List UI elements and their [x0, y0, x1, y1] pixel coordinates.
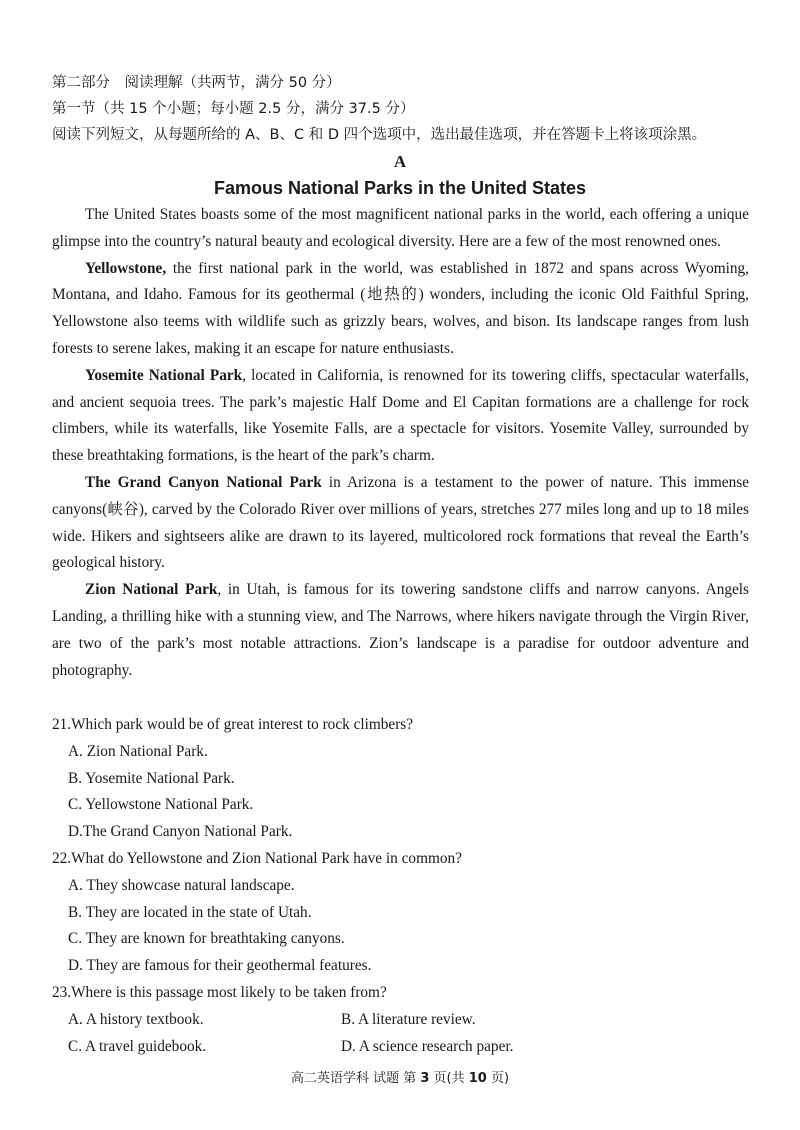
- question-22-option-a[interactable]: A. They showcase natural landscape.: [68, 876, 295, 894]
- passage-intro: The United States boasts some of the most magnificent national parks in the world, each offering a unique glimpse into the country’s natural beauty and ecological diversity. Here are a few of the most renowned ones.: [52, 206, 749, 250]
- question-list: [52, 712, 749, 1060]
- passage-body: [52, 202, 749, 684]
- question-22-option-c[interactable]: C. They are known for breathtaking canyons.: [68, 930, 345, 948]
- paragraph-grand-canyon: [52, 470, 749, 577]
- question-22-option-b[interactable]: B. They are located in the state of Utah.: [68, 903, 312, 921]
- instructions: 阅读下列短文，从每题所给的 A、B、C 和 D 四个选项中，选出最佳选项，并在答题卡上将该项涂黑。: [52, 127, 707, 143]
- question-23-option-c[interactable]: C. A travel guidebook.: [68, 1037, 207, 1055]
- park-name: Yosemite National Park: [85, 366, 243, 384]
- page-footer: [0, 1070, 800, 1088]
- paragraph-zion: [52, 577, 749, 684]
- question-21-option-d[interactable]: D.The Grand Canyon National Park.: [68, 823, 293, 841]
- question-23-option-b[interactable]: B. A literature review.: [341, 1010, 476, 1028]
- question-21-stem: 21.Which park would be of great interest to rock climbers?: [52, 716, 414, 733]
- question-22-option-d[interactable]: D. They are famous for their geothermal features.: [68, 957, 372, 975]
- question-21-option-b[interactable]: B. Yosemite National Park.: [68, 769, 235, 787]
- section-heading: 第一节（共 15 个小题；每小题 2.5 分，满分 37.5 分）: [52, 101, 415, 117]
- question-21-option-a[interactable]: A. Zion National Park.: [68, 742, 208, 760]
- question-23-options-row-2: [52, 1034, 749, 1061]
- park-name: The Grand Canyon National Park: [85, 473, 322, 491]
- paragraph-text: the first national park in the world, was established in 1872 and spans across Wyoming, Montana, and Idaho. Famous for its geothermal (地热的) wonders, including the iconic Old Faithful Spring, Yellowstone also teems with wildlife such as grizzly bears, wolves, and bison. Its landscape ranges from lush forests to serene lakes, making it an escape for nature enthusiasts.: [52, 259, 749, 357]
- park-name: Yellowstone,: [85, 259, 167, 277]
- question-21-option-c[interactable]: C. Yellowstone National Park.: [68, 796, 254, 814]
- page-number: 3: [420, 1071, 430, 1086]
- passage-letter: A: [393, 152, 407, 171]
- page-total: 10: [468, 1071, 487, 1086]
- question-22-stem: 22.What do Yellowstone and Zion National Park have in common?: [52, 849, 462, 867]
- footer-mid: 页(共: [429, 1071, 469, 1086]
- park-name: Zion National Park: [85, 581, 218, 599]
- paragraph-text: , in Utah, is famous for its towering sandstone cliffs and narrow canyons. Angels Landing, a thrilling hike with a stunning view, and The Narrows, where hikers navigate through the Virgin River, are two of the park’s most notable attractions. Zion’s landscape is a paradise for outdoor adventure and photography.: [52, 581, 749, 679]
- question-23-options-row-1: [52, 1007, 749, 1034]
- question-23-option-a[interactable]: A. A history textbook.: [68, 1010, 204, 1028]
- footer-suffix: 页): [486, 1071, 510, 1086]
- paragraph-yellowstone: [52, 256, 749, 363]
- part-heading: 第二部分 阅读理解（共两节，满分 50 分）: [52, 75, 341, 91]
- paragraph-text: in Arizona is a testament to the power of nature. This immense canyons(峡谷), carved by the Colorado River over millions of years, stretches 277 miles long and up to 18 miles wide. Hikers and sightseers alike are drawn to its layered, multicolored rock formations that reveal the Earth’s geological history.: [52, 473, 749, 572]
- footer-prefix: 高二英语学科 试题 第: [290, 1071, 421, 1086]
- question-23-stem: 23.Where is this passage most likely to be taken from?: [52, 983, 387, 1001]
- paragraph-yosemite: [52, 363, 749, 470]
- paragraph-text: , located in California, is renowned for its towering cliffs, spectacular waterfalls, and ancient sequoia trees. The park’s majestic Half Dome and El Capitan formations are a challenge for rock climbers, while its waterfalls, like Yosemite Falls, are a spectacle for visitors. Yosemite Valley, surrounded by these breathtaking formations, is the heart of the park’s charm.: [52, 366, 749, 465]
- question-23-option-d[interactable]: D. A science research paper.: [341, 1037, 514, 1055]
- passage-title: Famous National Parks in the United States: [213, 178, 587, 198]
